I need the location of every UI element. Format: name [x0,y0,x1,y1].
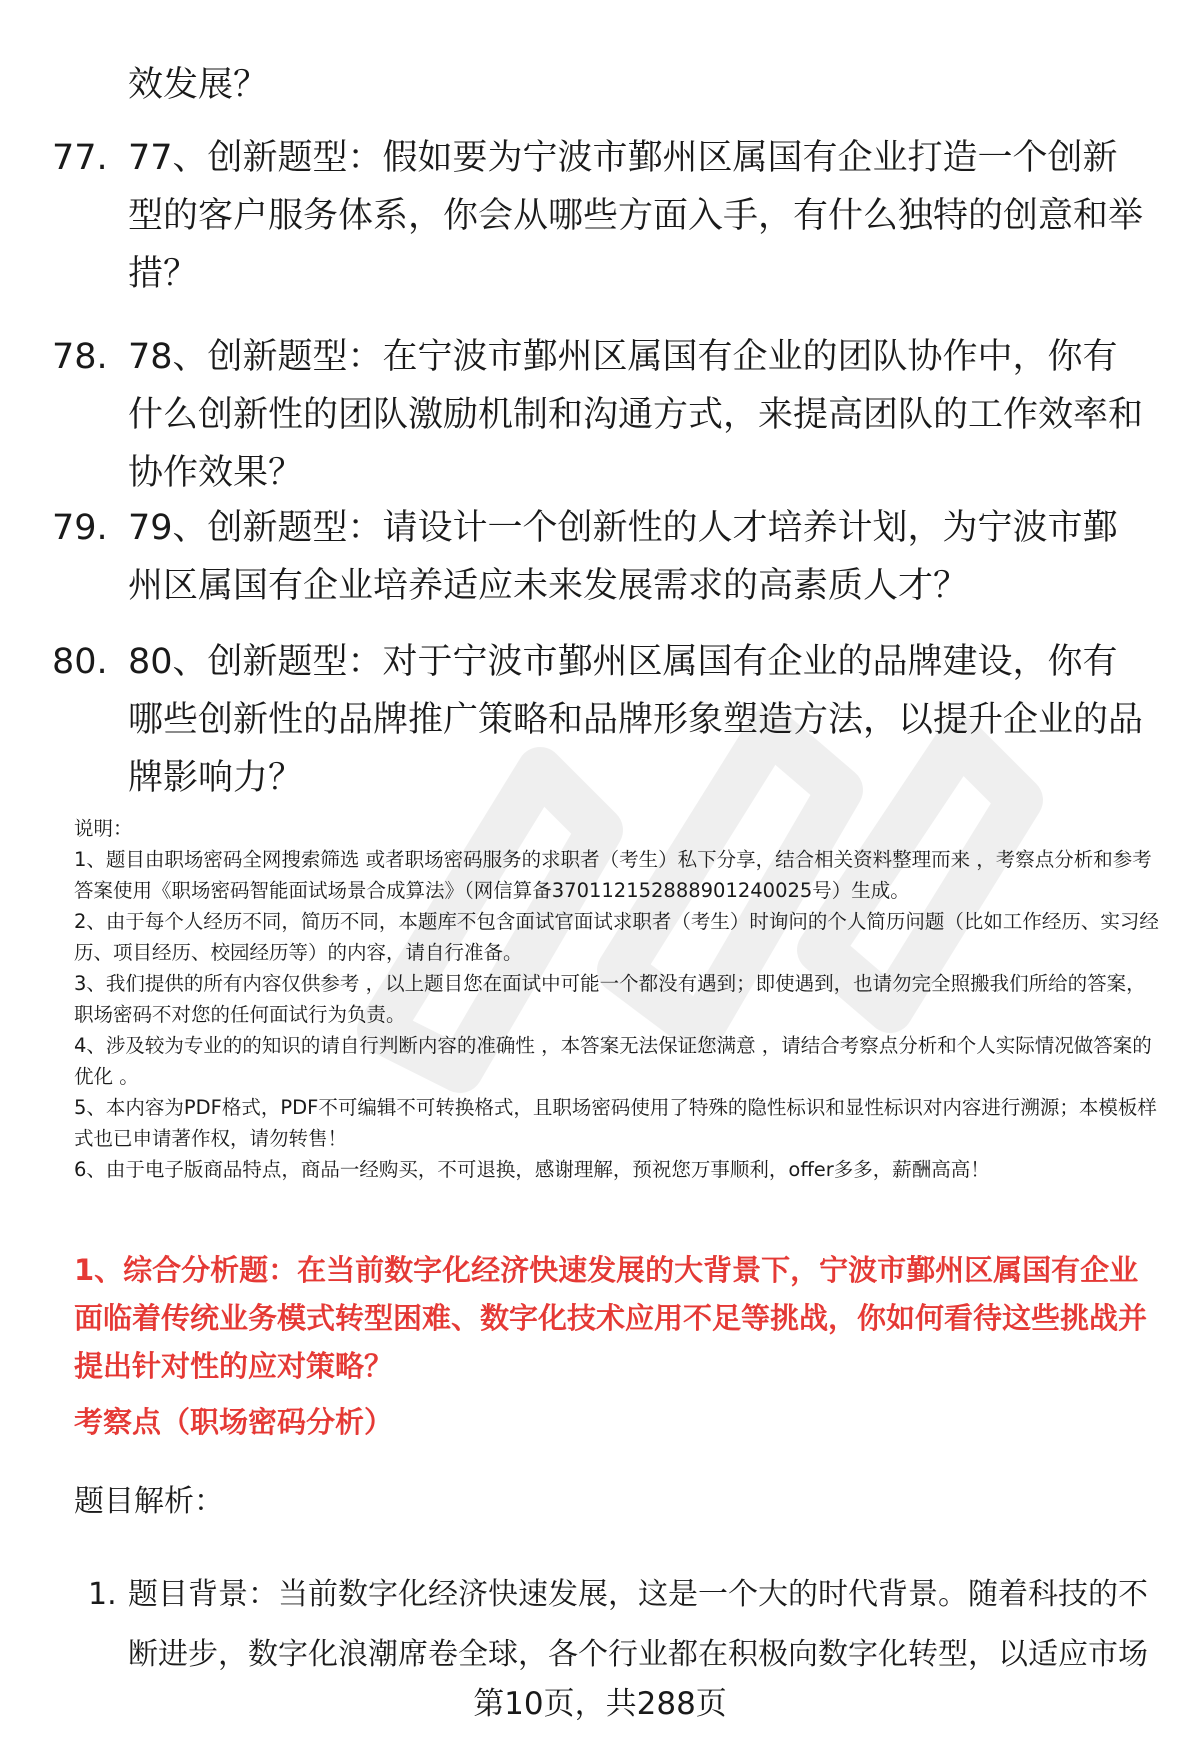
note-item: 2、由于每个人经历不同，简历不同，本题库不包含面试官面试求职者（考生）时询问的个人简历问题（比如工作经历、实习经历、项目经历、校园经历等）的内容，请自行准备。 [74,910,1159,964]
analysis-label: 题目解析： [74,1484,224,1519]
notes-heading: 说明： [74,817,133,840]
page-footer: 第10页，共288页 [473,1686,727,1722]
analysis-subtitle: 考察点（职场密码分析） [74,1405,394,1439]
disclaimer-notes [74,813,1164,1185]
analysis-question-title: 1、综合分析题：在当前数字化经济快速发展的大背景下，宁波市鄞州区属国有企业面临着传统业务模式转型困难、数字化技术应用不足等挑战，你如何看待这些挑战并提出针对性的应对策略？ [74,1253,1148,1383]
note-item: 1、题目由职场密码全网搜索筛选 或者职场密码服务的求职者（考生）私下分享，结合相关资料整理而来 ，考察点分析和参考答案使用《职场密码智能面试场景合成算法》（网信算备370112152888901240025号）生成。 [74,848,1152,902]
note-item: 6、由于电子版商品特点，商品一经购买，不可退换，感谢理解，预祝您万事顺利，offer多多，薪酬高高！ [74,1158,990,1181]
note-item: 3、我们提供的所有内容仅供参考 ，以上题目您在面试中可能一个都没有遇到；即使遇到，也请勿完全照搬我们所给的答案，职场密码不对您的任何面试行为负责。 [74,972,1146,1026]
note-item: 5、本内容为PDF格式，PDF不可编辑不可转换格式，且职场密码使用了特殊的隐性标识和显性标识对内容进行溯源；本模板样式也已申请著作权，请勿转售！ [74,1096,1157,1150]
document-page: 效发展？ 77. 77、创新题型：假如要为宁波市鄞州区属国有企业打造一个创新型的客户服务体系，你会从哪些方面入手，有什么独特的创意和举措？ 78. 78、创新题型：在宁波市鄞州区属国有企业的团队协作中，你有什么创新性的团队激励机制和沟通方式，来提高团队的工作效率和协作效果？ 79. 79、创新题型：请设计一个创新性的人才培养计划，为宁波市鄞州区属国有企业培养适应未来发展需求的高素质人才？ 80. 80、创新题型：对于宁波市鄞州区属国有企业的品牌建设，你有哪些创新性的品牌推广策略和品牌形象塑造方法，以提升企业的品牌影响力？ 说明： 1、题目由职场密码全网搜索筛选 或者职场密码服务的求职者（考生）私下分享，结合相关资料整理而来 ，考察点分析和参考答案使用《职场密码智能面试场景合成算法》（网信算备370112152888901240025号）生成。 2、由于每个人经历不同，简历不同，本题库不包含面试官面试求职者（考生）时询问的个人简历问题（比如工作经历、实习经历、项目经历、校园经历等）的内容，请自行准备。 3、我们提供的所有内容仅供参考 ，以上题目您在面试中可能一个都没有遇到；即使遇到，也请勿完全照搬我们所给的答案，职场密码不对您的任何面试行为负责。 4、涉及较为专业的的知识的请自行判断内容的准确性 ，本答案无法保证您满意 ，请结合考察点分析和个人实际情况做答案的优化 。 5、本内容为PDF格式，PDF不可编辑不可转换格式，且职场密码使用了特殊的隐性标识和显性标识对内容进行溯源；本模板样式也已申请著作权，请勿转售！ 6、由于电子版商品特点，商品一经购买，不可退换，感谢理解，预祝您万事顺利，offer多多，薪酬高高！ 1、综合分析题：在当前数字化经济快速发展的大背景下，宁波市鄞州区属国有企业面临着传统业务模式转型困难、数字化技术应用不足等挑战，你如何看待这些挑战并提出针对性的应对策略？ 考察点（职场密码分析） 题目解析： 1. 题目背景：当前数字化经济快速发展，这是一个大的时代背景。随着科技的不断进步，数字化浪潮席卷全球，各个行业都在积极向数字化转型，以适应市场 第10页，共288页 [0,0,1200,1755]
note-item: 4、涉及较为专业的的知识的请自行判断内容的准确性 ，本答案无法保证您满意 ，请结合考察点分析和个人实际情况做答案的优化 。 [74,1034,1152,1088]
